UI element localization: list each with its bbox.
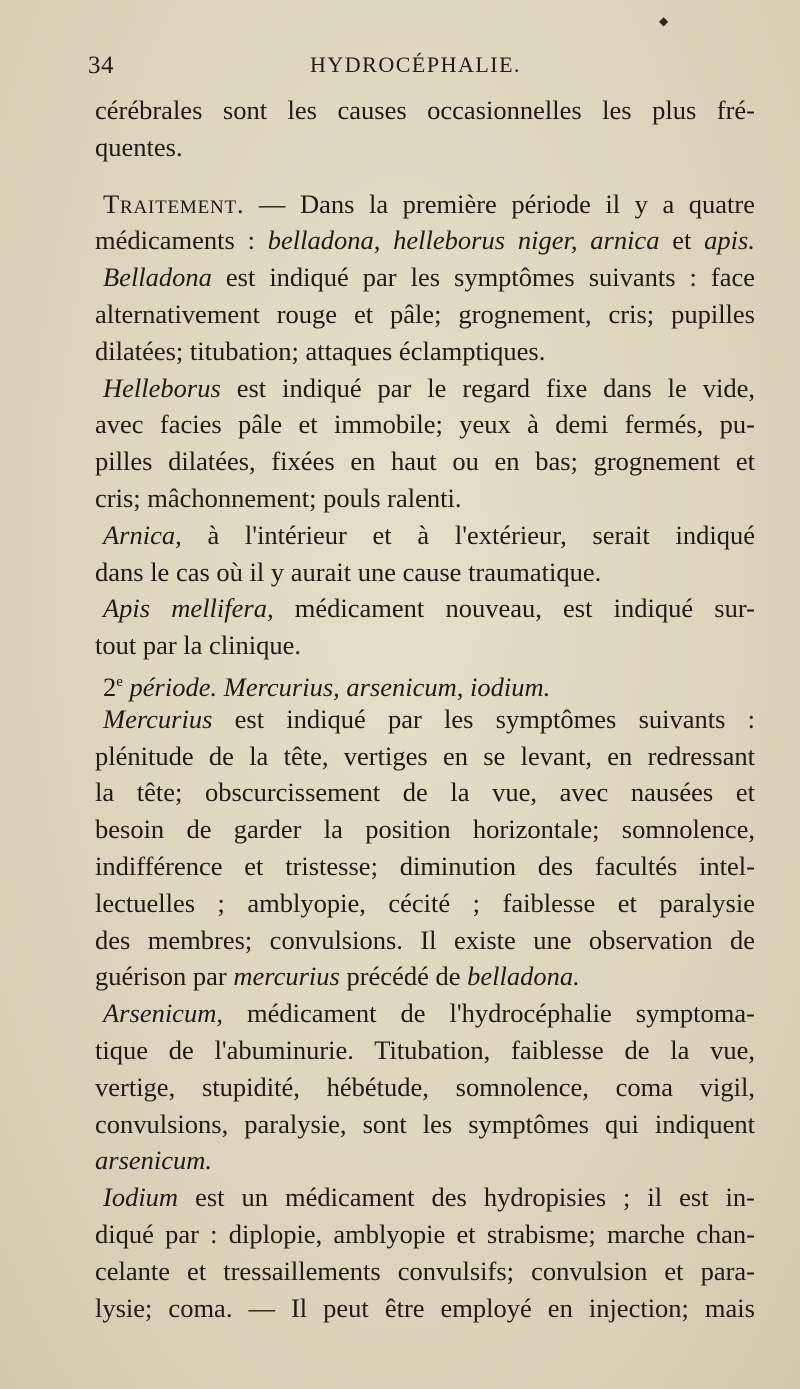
text-line: indifférence et tristesse; diminution des facultés intel- xyxy=(95,850,755,881)
text-line: alternativement rouge et pâle; grognement, cris; pupilles xyxy=(95,298,755,329)
text-line: convulsions, paralysie, sont les symptômes qui indiquent xyxy=(95,1108,755,1139)
text-line xyxy=(95,259,755,296)
text-line: tique de l'abuminurie. Titubation, faiblesse de la vue, xyxy=(95,1034,755,1065)
text-line xyxy=(95,995,755,1032)
remedy-list: belladona, helleborus niger, arnica xyxy=(267,225,660,256)
ordinal-suffix: e xyxy=(116,673,123,690)
text-line: avec facies pâle et immobile; yeux à demi fermés, pu- xyxy=(95,409,755,440)
period-heading: période. Mercurius, arsenicum, iodium. xyxy=(122,671,551,702)
remedy-name: mercurius xyxy=(233,961,340,992)
section-heading-traitement: Traitement. xyxy=(103,188,245,219)
text-line: cris; mâchonnement; pouls ralenti. xyxy=(95,482,462,513)
text-line: tout par la clinique. xyxy=(95,630,302,661)
text-line: besoin de garder la position horizontale; somnolence, xyxy=(95,814,755,845)
remedy-name: Mercurius xyxy=(103,703,213,734)
remedy-name: Belladona xyxy=(103,262,212,293)
body-text xyxy=(95,92,755,1326)
text-line xyxy=(95,1179,755,1216)
remedy-name: apis. xyxy=(704,225,755,256)
text-line xyxy=(95,701,755,738)
text-line: quentes. xyxy=(95,131,183,162)
text-line xyxy=(95,1142,755,1179)
running-header xyxy=(88,52,728,92)
text-line: celante et tressaillements convulsifs; convulsion et para- xyxy=(95,1255,755,1286)
text-span: — Dans la première période il y a quatre xyxy=(244,188,755,219)
remedy-name: Iodium xyxy=(103,1182,179,1213)
text-line: la tête; obscurcissement de la vue, avec nausées et xyxy=(95,777,755,808)
text-span: est indiqué par les symptômes suivants : xyxy=(212,703,755,734)
text-line xyxy=(95,517,755,554)
text-line: cérébrales sont les causes occasionnelles les plus fré- xyxy=(95,95,755,125)
remedy-name: Arnica, xyxy=(103,519,182,550)
remedy-name: belladona. xyxy=(467,961,580,992)
text-span: médicaments : xyxy=(95,225,268,256)
page-number: 34 xyxy=(88,52,114,79)
text-span: guérison par xyxy=(95,961,234,992)
text-span: est indiqué par les symptômes suivants : face xyxy=(211,262,755,293)
text-line: plénitude de la tête, vertiges en se levant, en redressant xyxy=(95,740,755,771)
text-line: vertige, stupidité, hébétude, somnolence, coma vigil, xyxy=(95,1071,755,1102)
running-title: HYDROCÉPHALIE. xyxy=(310,52,522,77)
text-line xyxy=(95,370,755,407)
printer-mark-icon: ◆ xyxy=(659,14,669,28)
remedy-name: arsenicum. xyxy=(95,1145,213,1176)
text-span: est indiqué par le regard fixe dans le vide, xyxy=(220,372,755,403)
text-line xyxy=(95,186,755,223)
text-span: est un médicament des hydropisies ; il est in- xyxy=(178,1182,755,1213)
text-line: dilatées; titubation; attaques éclamptiques. xyxy=(95,335,546,366)
remedy-name: Helleborus xyxy=(103,372,221,403)
text-span: à l'intérieur et à l'extérieur, serait indiqué xyxy=(181,519,755,550)
text-line xyxy=(95,664,755,701)
text-line xyxy=(95,958,755,995)
text-line: des membres; convulsions. Il existe une observation de xyxy=(95,924,755,955)
text-line xyxy=(95,590,755,627)
text-line: lectuelles ; amblyopie, cécité ; faiblesse et paralysie xyxy=(95,887,755,918)
text-span: précédé de xyxy=(339,961,468,992)
period-number: 2 xyxy=(103,671,117,702)
remedy-name: Arsenicum, xyxy=(103,998,223,1029)
text-line: lysie; coma. — Il peut être employé en injection; mais xyxy=(95,1292,755,1323)
text-span: et xyxy=(659,225,705,256)
text-line: diqué par : diplopie, amblyopie et strabisme; marche chan- xyxy=(95,1218,755,1249)
remedy-name: Apis mellifera, xyxy=(103,593,274,624)
paragraph-gap xyxy=(95,166,755,186)
text-span: médicament nouveau, est indiqué sur- xyxy=(273,593,755,624)
text-span: médicament de l'hydrocéphalie symptoma- xyxy=(222,998,755,1029)
text-line: dans le cas où il y aurait une cause traumatique. xyxy=(95,556,602,587)
text-line xyxy=(95,222,755,259)
text-line: pilles dilatées, fixées en haut ou en bas; grognement et xyxy=(95,446,755,477)
